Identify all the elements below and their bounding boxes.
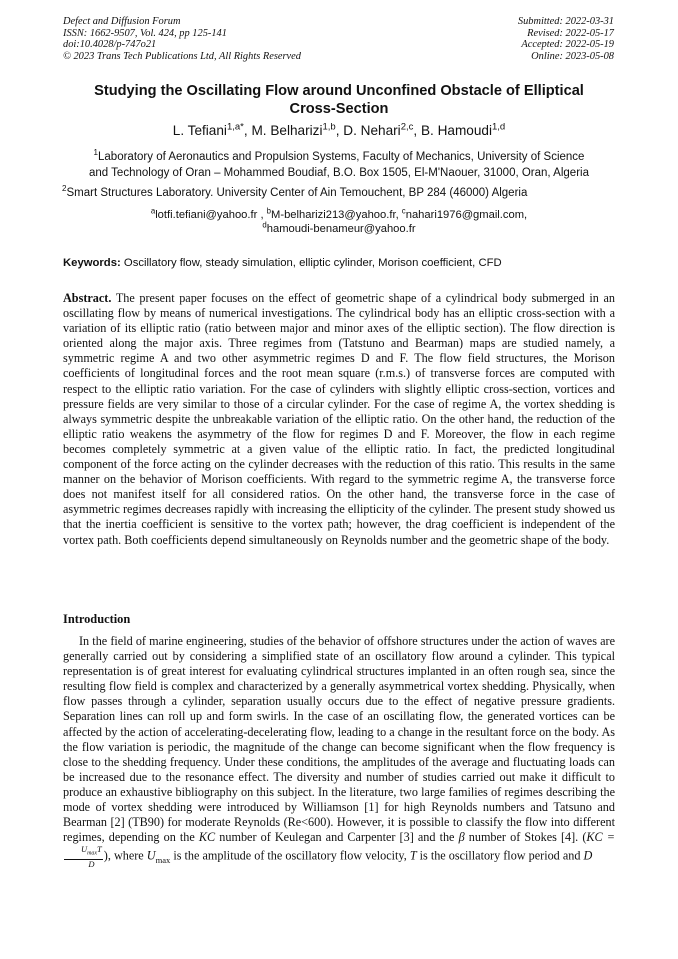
intro-text: number of Keulegan and Carpenter [3] and the xyxy=(219,830,455,845)
abstract xyxy=(63,291,615,548)
kc-equation: KC = xyxy=(586,830,615,845)
introduction-paragraph xyxy=(63,634,615,869)
dates-header xyxy=(518,16,614,62)
email-link[interactable]: nahari1976@gmail.com, xyxy=(405,209,528,221)
author-sup: 1,d xyxy=(491,121,506,133)
d-symbol: D xyxy=(583,848,593,863)
author-name: D. Nehari xyxy=(343,123,401,138)
author-name: M. Belharizi xyxy=(251,123,323,138)
kc-symbol: KC xyxy=(198,830,216,845)
affiliation-sup: 1 xyxy=(93,148,99,158)
t-symbol: T xyxy=(409,848,417,863)
email-sup: b xyxy=(266,206,272,216)
title-line-1: Studying the Oscillating Flow around Unconfined Obstacle of Elliptical xyxy=(94,83,584,99)
journal-header xyxy=(63,16,301,62)
author-sup: 2,c xyxy=(400,121,414,133)
online-date: Online: 2023-05-08 xyxy=(531,50,614,62)
frac-numerator: U xyxy=(81,844,88,855)
affiliation-2 xyxy=(62,186,616,202)
accepted-date: Accepted: 2022-05-19 xyxy=(521,39,614,50)
email-sup: d xyxy=(262,220,267,230)
umax-sub: max xyxy=(155,855,171,866)
author-name: L. Tefiani xyxy=(172,123,227,138)
copyright: © 2023 Trans Tech Publications Ltd, All Rights Reserved xyxy=(63,50,301,62)
frac-numerator-sub: max xyxy=(87,851,98,857)
doi: doi:10.4028/p-747o21 xyxy=(63,39,157,50)
kc-fraction xyxy=(64,845,103,869)
section-heading-introduction: Introduction xyxy=(63,612,131,626)
author-sup: 1,a* xyxy=(226,121,244,133)
intro-text: where xyxy=(113,848,144,863)
journal-name: Defect and Diffusion Forum xyxy=(63,16,181,27)
umax-symbol: U xyxy=(146,848,156,863)
author-emails xyxy=(62,208,616,236)
email-link[interactable]: lotfi.tefiani@yahoo.fr , xyxy=(155,209,264,221)
email-sup: a xyxy=(150,206,156,216)
intro-text: ), xyxy=(103,848,111,863)
email-link[interactable]: M-belharizi213@yahoo.fr, xyxy=(271,209,399,221)
keywords-text: Oscillatory flow, steady simulation, elliptic cylinder, Morison coefficient, CFD xyxy=(123,257,502,269)
affiliation-1-line-2: and Technology of Oran – Mohammed Boudiaf, B.O. Box 1505, El-M'Naouer, 31000, Oran, Algeria xyxy=(89,166,589,179)
paper-title xyxy=(62,82,616,118)
affiliation-2-text: Smart Structures Laboratory. University Center of Ain Temouchent, BP 284 (46000) Algeria xyxy=(66,187,528,199)
intro-text: In the field of marine engineering, studies of the behavior of offshore structures under the action of waves are generally carried out by considering a simplified state of an oscillatory flow around a cylinder. This typical representation is of great interest for evaluating cylindrical structures implanted in an often rough sea, since the resulting flow field is complex and characterized by a generally asymmetrical vortex shedding. Physically, when flow passes through a cylinder, separation usually occurs due to the effect of negative pressure gradients. Separation lines can roll up and form swirls. In the case of an oscillating flow, the generated vortices can be affected by the action of accelerating-decelerating flow, leading to a change in the resultant force on the body. As the flow variation is periodic, the magnitude of the change can become significant when the flow frequency is close to the shedding frequency. Under these conditions, the amplitudes of the average and fluctuating loads can be increased due to the resonance effect. The diversity and number of studies carried out make it difficult to produce an exhaustive bibliography on this subject. In the literature, two large families of regimes describing the mode of vortex shedding were introduced by Williamson [1] for high Reynolds numbers and Tatsuno and Bearman [2] (TB90) for moderate Reynolds (Re<600). However, it is possible to classify the flow into different regimes, depending on the xyxy=(63,634,615,845)
keywords xyxy=(63,257,616,269)
abstract-label: Abstract. xyxy=(63,291,112,305)
abstract-text: The present paper focuses on the effect of geometric shape of a cylindrical body submerged in an oscillating flow by means of numerical investigations. The cylindrical body has an elliptic cross-section with a variation of its elliptic ratio (ratio between major and minor axes of the elliptic section). The flow direction is oriented along the major axis. Three regimes from (Tatstuno and Bearman) maps are studied namely, a symmetric regime A and two other asymmetric regimes D and F. The flow field structures, the Morison coefficients of longitudinal forces and the root mean square (r.m.s.) of transverse forces are computed with respect to the elliptic ratio variation. For the case of cylinders with slightly elliptic cross-section, vortices and pressure fields are very similar to those of a circular cylinder. For the case of regime A, the vortex shedding is always symmetric despite the unbreakable variation of the elliptic ratio. On the other hand, the reduction of the elliptic ratio weakens the asymmetry of the flow for regimes D and F. Moreover, the flow in each regime becomes completely symmetric at a given value of the elliptic ratio. In fact, the predicted longitudinal component of the force acting on the cylinder decreases with the reduction of this ratio. This results in the same manner on the behavior of Morison coefficients. With regard to the symmetric regime A, the transverse force does not manifest itself for all considered ratios. On the other hand, the transverse force in the case of asymmetric regimes decreases rapidly with increasing the ellipticity of the cylinder. The present study showed us that the inertia coefficient is sensitive to the vortex path; however, the drag coefficient is independent of the vortex path. Both coefficients depend simultaneously on Reynolds number and the geometric shape of the body. xyxy=(63,291,615,547)
affiliation-1 xyxy=(62,150,616,181)
issn: ISSN: 1662-9507, Vol. 424, pp 125-141 xyxy=(63,27,227,39)
frac-denominator: D xyxy=(88,859,95,869)
title-line-2: Cross-Section xyxy=(289,101,389,117)
revised-date: Revised: 2022-05-17 xyxy=(527,27,614,39)
email-sup: c xyxy=(401,206,406,216)
email-link[interactable]: hamoudi-benameur@yahoo.fr xyxy=(266,223,416,235)
keywords-label: Keywords: xyxy=(63,257,121,269)
frac-numerator-t: T xyxy=(97,844,102,855)
author-sup: 1,b xyxy=(322,121,336,133)
intro-text: number of Stokes [4]. ( xyxy=(468,830,587,845)
intro-text: is the oscillatory flow period and xyxy=(419,848,581,863)
affiliation-sup: 2 xyxy=(62,184,67,194)
author-name: B. Hamoudi xyxy=(420,123,492,138)
intro-text: is the amplitude of the oscillatory flow velocity, xyxy=(173,848,407,863)
author-list: L. Tefiani$^{1,a*}$, M. Belharizi$^{1,b}$, D. Nehari$^{2,c}$, B. Hamoudi$^{1,d}$ xyxy=(172,121,506,138)
affiliation-1-line-1: Laboratory of Aeronautics and Propulsion Systems, Faculty of Mechanics, University of Science xyxy=(98,151,585,163)
submitted-date: Submitted: 2022-03-31 xyxy=(517,16,614,27)
beta-symbol: β xyxy=(458,830,465,845)
